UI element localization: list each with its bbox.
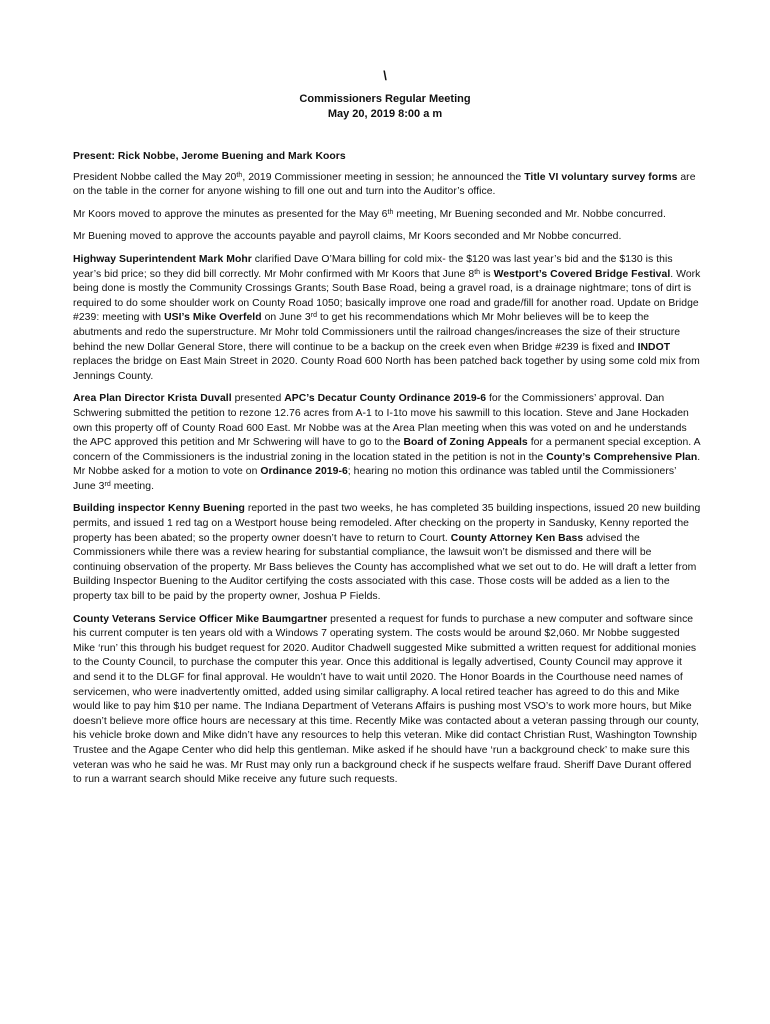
- paragraph-highway-report: Highway Superintendent Mark Mohr clarified Dave O’Mara billing for cold mix- the $120 was last year’s bid and the $130 is this year’s bid price; so they did bill correctly. Mr Mohr confirmed with Mr Koors that June 8th is Westport’s Covered Bridge Festival. Work being done is mostly the Community Crossings Grants; South Base Road, being a gravel road, is a drainage nightmare; tons of dirt is required to do some shoulder work on County Road 1050; basically improve one road and grade/fill for another road. Update on Bridge #239: meeting with USI’s Mike Overfeld on June 3rd to get his recommendations which Mr Mohr believes will be to keep the abutments and redo the superstructure. Mr Mohr told Commissioners until the railroad changes/increases the size of their structure behind the new Dollar General Store, there will continue to be a backup on the creek even when Bridge #239 is fixed and INDOT replaces the bridge on East Main Street in 2020. County Road 600 North has been patched back together by using some cold mix from Jennings County.: [73, 253, 701, 382]
- paragraph-call-to-order: President Nobbe called the May 20th, 2019 Commissioner meeting in session; he announced the Title VI voluntary survey forms are on the table in the corner for anyone wishing to fill one out and turn into the Auditor’s office.: [73, 171, 696, 198]
- minutes-body: [73, 150, 701, 796]
- document-title: Commissioners Regular Meeting: [299, 93, 471, 105]
- paragraph-claims-approval: Mr Buening moved to approve the accounts payable and payroll claims, Mr Koors seconded and Mr Nobbe concurred.: [73, 231, 622, 243]
- paragraph-minutes-approval: Mr Koors moved to approve the minutes as presented for the May 6th meeting, Mr Buening seconded and Mr. Nobbe concurred.: [73, 208, 666, 220]
- meeting-date: May 20, 2019 8:00 a m: [327, 108, 443, 120]
- paragraph-veterans-service: County Veterans Service Officer Mike Baumgartner presented a request for funds to purchase a new computer and software since his current computer is ten years old with a Windows 7 operating system. The costs would be around $2,060. Mr Nobbe suggested Mike ‘run’ this through his budget request for 2020. Auditor Chadwell suggested Mike submitted a written request for additional monies to the County Council, to purchase the computer this year. Once this additional is legally advertised, County Council may approve it and send it to the DLGF for final approval. He wouldn’t have to wait until 2020. The Honor Boards in the Courthouse need names of servicemen, who were inadvertently omitted, added using similar calligraphy. A local retired teacher has agreed to do this and Mike would like to pay him $10 per name. The Indiana Department of Veterans Affairs is pushing most VSO’s to work more hours, but Mike doesn’t believe more office hours are necessary at this time. Recently Mike was contacted about a veteran passing through our county, his vehicle broke down and Mike didn’t have any resources to help this veteran. Mike did contact Christian Rust, Washington Township Trustee and the Agape Center who did help this gentleman. Mike asked if he should have ‘run a background check’ to make sure this veteran was who he said he was. Mr Rust may only run a background check if he suspects welfare fraud. Sheriff Dave Durant offered to run a warrant search should Mike receive any future such requests.: [73, 613, 699, 786]
- paragraph-building-inspector: Building inspector Kenny Buening reported in the past two weeks, he has completed 35 building inspections, issued 20 new building permits, and issued 1 red tag on a Westport house being remodeled. After checking on the property in Sandusky, Kenny reported the property has been abated; so the property owner doesn’t have to return to Court. County Attorney Ken Bass advised the Commissioners while there was a review hearing for substantial compliance, the lawsuit won’t be dismissed and there will be continuing observation of the property. Mr Bass believes the County has accomplished what we set out to do. He will draft a letter from Building Inspector Buening to the Auditor certifying the costs associated with this case. Those costs will be added as a lien to the property tax bill to be paid by the property owner, Joshua P Fields.: [73, 503, 701, 603]
- paragraph-area-plan: Area Plan Director Krista Duvall presented APC’s Decatur County Ordinance 2019-6 for the Commissioners’ approval. Dan Schwering submitted the petition to rezone 12.76 acres from A-1 to I-1to move his sawmill to this location. Steve and Jane Hockaden own this property off of County Road 600 East. Mr Nobbe was at the Area Plan meeting when this was voted on and he understands the APC approved this petition and Mr Schwering will have to go to the Board of Zoning Appeals for a permanent special exception. A concern of the Commissioners is the industrial zoning in the location stated in the petition is not in the County’s Comprehensive Plan. Mr Nobbe asked for a motion to vote on Ordinance 2019-6; hearing no motion this ordinance was tabled until the Commissioners’ June 3rd meeting.: [73, 393, 701, 492]
- attendance-line: Present: Rick Nobbe, Jerome Buening and Mark Koors: [73, 151, 346, 162]
- backslash-mark: \: [383, 68, 387, 83]
